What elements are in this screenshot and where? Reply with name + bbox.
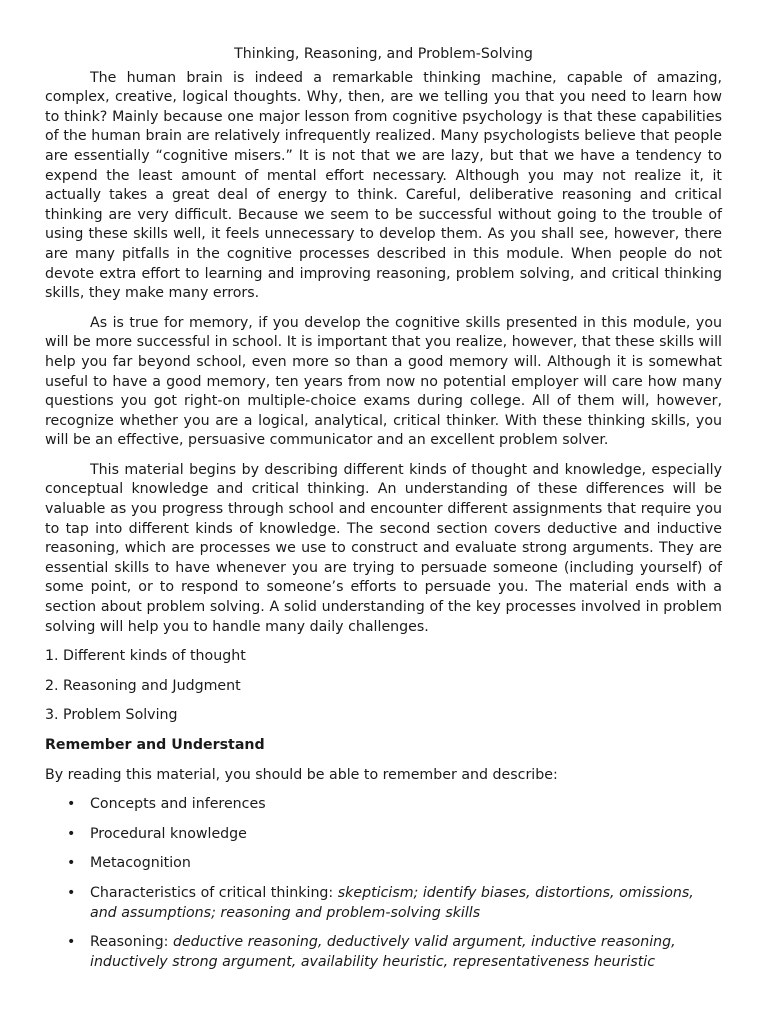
bullet-icon: • (67, 855, 76, 872)
objective-lead: Reasoning: (90, 934, 173, 951)
document-title: Thinking, Reasoning, and Problem-Solving (234, 46, 533, 62)
objective-item (45, 884, 722, 923)
body-paragraph: This material begins by describing different kinds of thought and knowledge, especially conceptual knowledge and critical thinking. An understanding of these differences will be valuable as you progress through school and encounter different assignments that require you to tap into different kinds of knowledge. The second section covers deductive and inductive reasoning, which are processes we use to construct and evaluate strong arguments. They are essential skills to have whenever you are trying to persuade someone (including yourself) of some point, or to respond to someone’s efforts to persuade you. The material ends with a section about problem solving. A solid understanding of the key processes involved in problem solving will help you to handle many daily challenges. (45, 461, 722, 635)
objective-item (45, 854, 722, 874)
section-list-item: 2. Reasoning and Judgment (45, 677, 241, 694)
objectives-heading: Remember and Understand (45, 737, 265, 753)
objectives-list (45, 795, 722, 972)
bullet-icon: • (67, 934, 76, 951)
document-page (45, 45, 722, 982)
objective-lead: Procedural knowledge (90, 825, 247, 842)
body-paragraph: As is true for memory, if you develop the cognitive skills presented in this module, you will be more successful in school. It is important that you realize, however, that these skills will help you far beyond school, even more so than a good memory will. Although it is somewhat useful to have a good memory, ten years from now no potential employer will care how many questions you got right-on multiple-choice exams during college. All of them will, however, recognize whether you are a logical, analytical, critical thinker. With these thinking skills, you will be an effective, persuasive communicator and an excellent problem solver. (45, 314, 722, 449)
objective-item (45, 795, 722, 815)
objective-lead: Concepts and inferences (90, 796, 266, 813)
body-paragraph: The human brain is indeed a remarkable thinking machine, capable of amazing, complex, creative, logical thoughts. Why, then, are we telling you that you need to learn how to think? Mainly because one major lesson from cognitive psychology is that these capabilities of the human brain are relatively infrequently realized. Many psychologists believe that people are essentially “cognitive misers.” It is not that we are lazy, but that we have a tendency to expend the least amount of mental effort necessary. Although you may not realize it, it actually takes a great deal of energy to think. Careful, deliberative reasoning and critical thinking are very difficult. Because we seem to be successful without going to the trouble of using these skills well, it feels unnecessary to develop them. As you shall see, however, there are many pitfalls in the cognitive processes described in this module. When people do not devote extra effort to learning and improving reasoning, problem solving, and critical thinking skills, they make many errors. (45, 69, 722, 302)
bullet-icon: • (67, 884, 76, 901)
objective-lead: Characteristics of critical thinking: (90, 884, 338, 901)
bullet-icon: • (67, 796, 76, 813)
objective-item (45, 933, 722, 972)
section-list-item: 1. Different kinds of thought (45, 648, 246, 665)
objective-item (45, 825, 722, 845)
objective-lead: Metacognition (90, 855, 191, 872)
bullet-icon: • (67, 825, 76, 842)
objective-detail: deductive reasoning, deductively valid argument, inductive reasoning, inductively strong argument, availability heuristic, representativeness heuristic (90, 934, 676, 970)
section-list-item: 3. Problem Solving (45, 707, 178, 724)
objective-detail: skepticism; identify biases, distortions, omissions, and assumptions; reasoning and problem-solving skills (90, 884, 694, 921)
objectives-intro: By reading this material, you should be able to remember and describe: (45, 766, 558, 783)
